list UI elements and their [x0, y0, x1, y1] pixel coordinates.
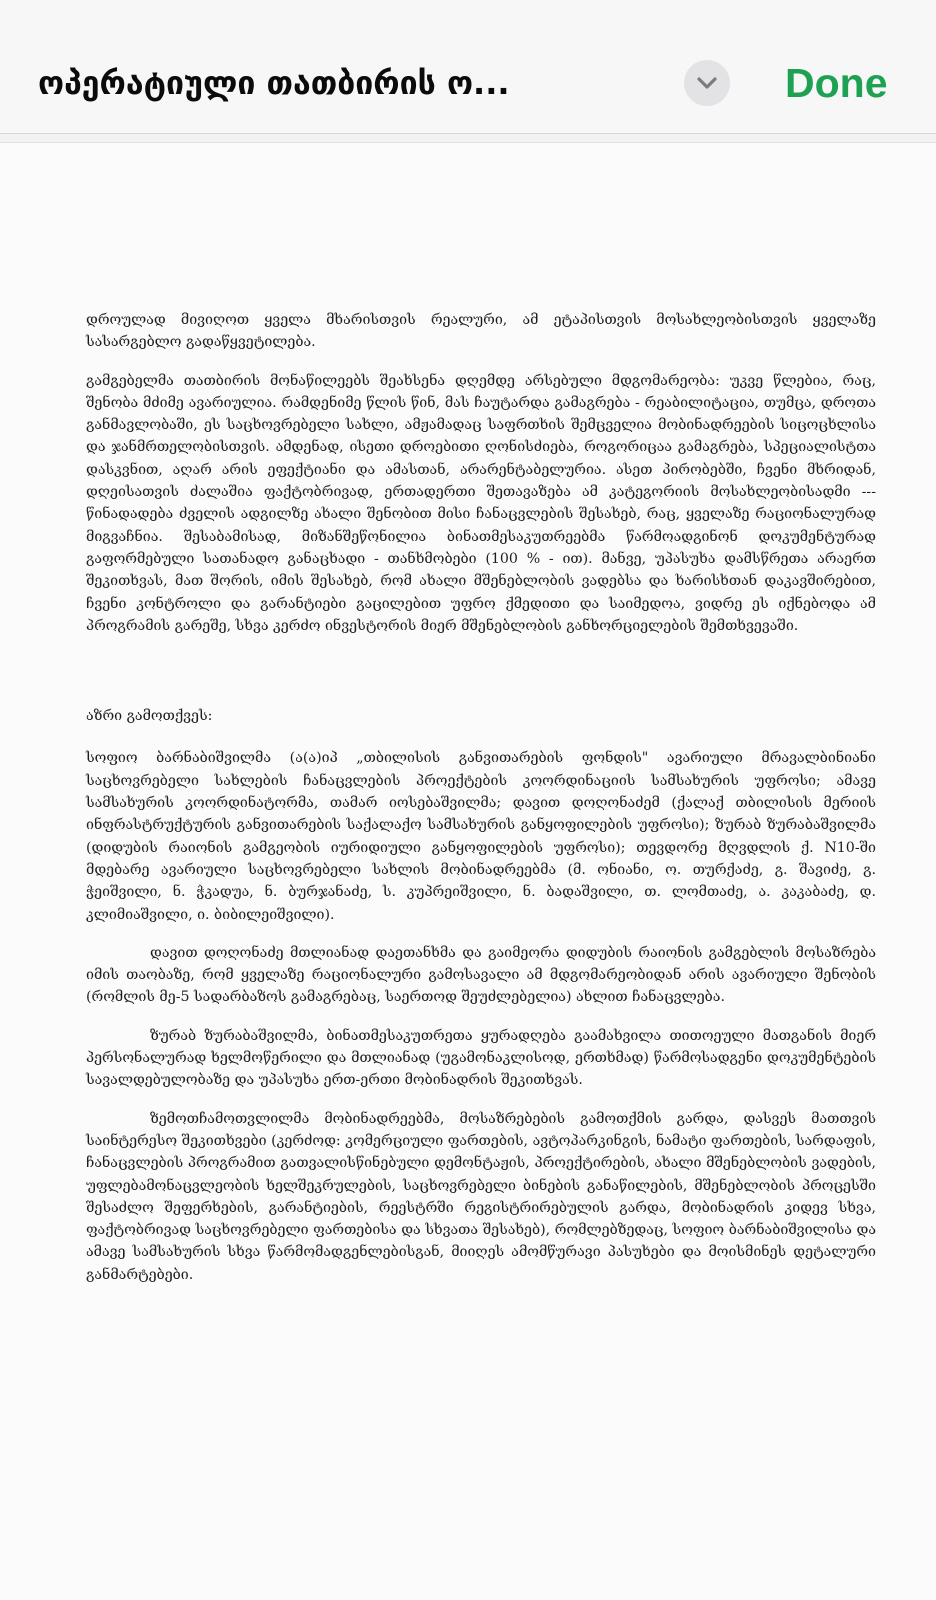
paragraph-speakers: სოფიო ბარნაბიშვილმა (ა(ა)იპ „თბილისის განვითარების ფონდის" ავარიული მრავალბინიანი საცხოვრებელი სახლების ჩანაცვლების პროექტების კოორდინაციის სამსახურის უფროსი; ამავე სამსახურის კოორდინატორმა, თამარ იოსებაშვილმა; დავით დოღონაძემ (ქალაქ თბილისის მერიის ინფრასტრუქტურის განვითარების საქალაქო სამსახურის განყოფილების უფროსი); ზურაბ ზურაბაშვილმა (დიდუბის რაიონის გამგეობის იურიდიული განყოფილების უფროსი); თევდორე მღვდლის ქ. N10-ში მდებარე ავარიული საცხოვრებელი სახლის მობინადრეებმა (მ. ონიანი, ო. თურქაძე, გ. შავიძე, გ. ჭეიშვილი, ნ. ჭკადუა, ნ. ბურჯანაძე, ს. კუპრეიშვილი, ნ. ბადაშვილი, თ. ლომთაძე, ა. კაკაბაძე, დ. კლიმიაშვილი, ი. ბიბილეიშვილი). — [86, 750, 876, 923]
paragraph-zurabashvili: ზურაბ ზურაბაშვილმა, ბინათმესაკუთრეთა ყურადღება გაამახვილა თითოეული მათგანის მიერ პერსონალურად ხელმოწერილი და მთლიანად (უგამონაკლისოდ, ერთხმად) წარმოსადგენი დოკუმენტების სავალდებულობაზე და უპასუხა ერთ-ერთი მობინადრის შეკითხვას. — [86, 1027, 876, 1089]
section-heading-opinions: აზრი გამოთქვეს: — [86, 708, 213, 725]
paragraph-residents-questions: ზემოთჩამოთვლილმა მობინადრეებმა, მოსაზრებების გამოთქმის გარდა, დასვეს მათთვის საინტერესო შეკითხვები (კერძოდ: კომერციული ფართების, ავტოპარკინგის, ნამატი ფართების, სარდაფის, ჩანაცვლების პროგრამით გათვალისწინებული დემონტაჟის, პროექტირების, ახალი მშენებლობის ვადების, უფლებამონაცვლეობის ხელშეკრულების, საცხოვრებელი ბინების განაწილების, მშენებლობის პროცესში შესაძლო შეფერხების, გარანტიების, რეესტრში რეგისტრირებულის გარდა, მობინადრის კიდევ სხვა, ფაქტობრივად საცხოვრებელი ფართებისა და სხვათა შესახებ), რომლებზედაც, სოფიო ბარნაბიშვილისა და ამავე სამსახურის სხვა წარმომადგენლებისგან, მიიღეს ამომწურავი პასუხები და მოისმინეს დეტალური განმარტებები. — [86, 1110, 876, 1283]
document-body — [86, 309, 876, 1302]
paragraph-doghonadze: დავით დოღონაძე მთლიანად დაეთანხმა და გაიმეორა დიდუბის რაიონის გამგებლის მოსაზრება იმის თაობაზე, რომ ყველაზე რაციონალური გამოსავალი ამ მდგომარეობიდან არის ავარიული შენობის (რომლის მე-5 სადარბაზოს გამაგრებაც, საერთოდ შეუძლებელია) ახლით ჩანაცვლება. — [86, 944, 876, 1006]
title-menu-button[interactable] — [684, 60, 730, 106]
document-viewer-header — [0, 0, 936, 134]
done-button[interactable]: Done — [785, 60, 888, 106]
document-title: ოპერატიული თათბირის ო... — [38, 64, 510, 102]
document-page — [0, 142, 936, 1600]
paragraph-intro: დროულად მივიღოთ ყველა მხარისთვის რეალური, ამ ეტაპისთვის მოსახლეობისთვის ყველაზე სასარგებლო გადაწყვეტილება. — [86, 312, 876, 351]
chevron-down-icon — [695, 72, 719, 94]
paragraph-governor-summary: გამგებელმა თათბირის მონაწილეებს შეახსენა დღემდე არსებული მდგომარეობა: უკვე წლებია, რაც, შენობა მძიმე ავარიულია. რამდენიმე წლის წინ, მას ჩაუტარდა გამაგრება - რეაბილიტაცია, თუმცა, დროთა განმავლობაში, ეს საცხოვრებელი სახლი, ამჟამადაც საფრთხის შემცველია მობინადრეების სიცოცხლისა და ჯანმრთელობისთვის. ამდენად, ისეთი დროებითი ღონისძიება, როგორიცაა გამაგრება, სპეციალისტთა დასკვნით, აღარ არის ეფექტიანი და ამასთან, არარენტაბელურია. ასეთ პირობებში, ჩვენი მხრიდან, დღეისათვის ძალაშია ფაქტობრივად, ერთადერთი შეთავაზება ამ კატეგორიის მოსახლეობისადმი --- წინადადება ძველის ადგილზე ახალი შენობით მისი ჩანაცვლების შესახებ, რაც, ყველაზე რაციონალურად მიგვაჩნია. შესაბამისად, მიზანშეწონილია ბინათმესაკუთრეებმა წარმოადგინონ დოკუმენტურად გაფორმებული სათანადო განაცხადი - თანხმობები (100 % - ით). მანვე, უპასუხა დამსწრეთა არაერთ შეკითხვას, მათ შორის, იმის შესახებ, რომ ახალი მშენებლობის ვადებსა და ხარისხთან დაკავშირებით, ჩვენი კონტროლი და გარანტიები გაცილებით უფრო ქმედითი და საიმედოა, ვიდრე ეს იქნებოდა ამ პროგრამის გარეშე, სხვა კერძო ინვესტორის მიერ მშენებლობის განხორციელების შემთხვევაში. — [86, 372, 876, 634]
